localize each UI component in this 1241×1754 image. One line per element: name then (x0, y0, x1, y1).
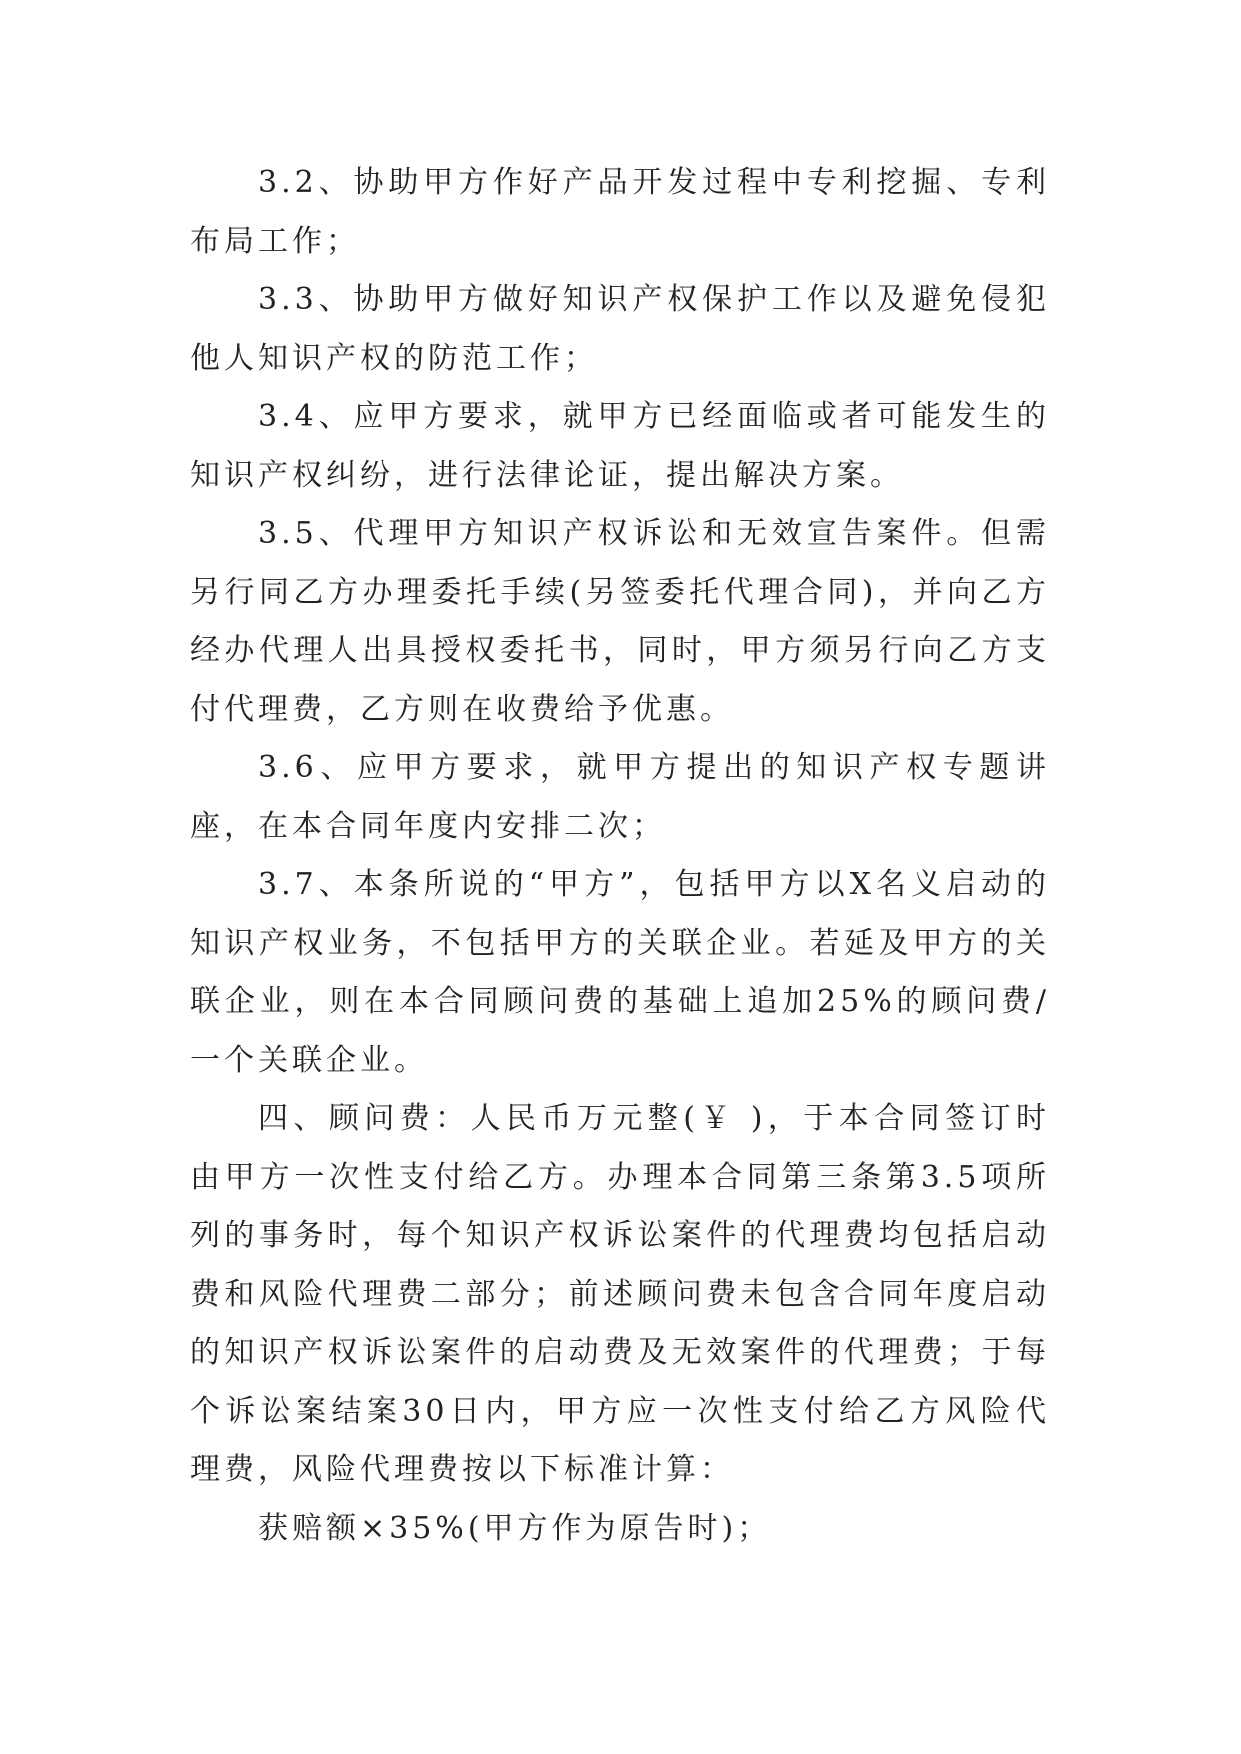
fee-formula-plaintiff: 获赔额×35%(甲方作为原告时)； (258, 1510, 772, 1546)
clause-3-5: 3.5、代理甲方知识产权诉讼和无效宣告案件。但需另行同乙方办理委托手续(另签委托代理合同)，并向乙方经办代理人出具授权委托书，同时，甲方须另行向乙方支付代理费，乙方则在收费给予优惠。 (190, 516, 1050, 727)
clause-4-consulting-fee: 四、顾问费：人民币万元整(￥ )，于本合同签订时由甲方一次性支付给乙方。办理本合同第三条第3.5项所列的事务时，每个知识产权诉讼案件的代理费均包括启动费和风险代理费二部分；前述顾问费未包含合同年度启动的知识产权诉讼案件的启动费及无效案件的代理费；于每个诉讼案结案30日内，甲方应一次性支付给乙方风险代理费，风险代理费按以下标准计算： (190, 1101, 1050, 1487)
clause-3-7: 3.7、本条所说的“甲方”，包括甲方以X名义启动的知识产权业务，不包括甲方的关联企业。若延及甲方的关联企业，则在本合同顾问费的基础上追加25%的顾问费/一个关联企业。 (190, 867, 1050, 1078)
clause-3-6: 3.6、应甲方要求，就甲方提出的知识产权专题讲座，在本合同年度内安排二次； (190, 750, 1050, 844)
document-body (190, 154, 1050, 1558)
clause-3-3: 3.3、协助甲方做好知识产权保护工作以及避免侵犯他人知识产权的防范工作； (190, 282, 1050, 376)
clause-3-2: 3.2、协助甲方作好产品开发过程中专利挖掘、专利布局工作； (190, 165, 1050, 259)
clause-3-4: 3.4、应甲方要求，就甲方已经面临或者可能发生的知识产权纠纷，进行法律论证，提出解决方案。 (190, 399, 1050, 493)
